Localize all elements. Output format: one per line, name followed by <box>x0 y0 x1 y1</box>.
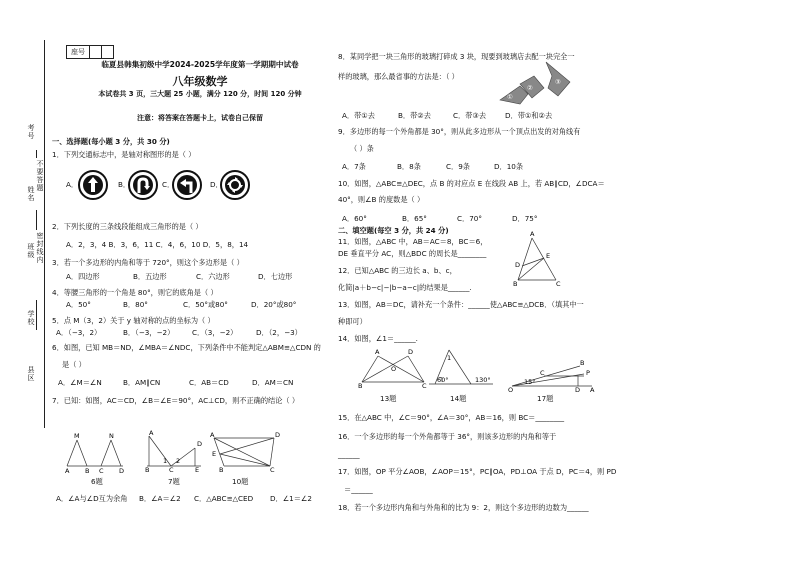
point-label: A <box>590 386 595 394</box>
point-label: B <box>85 467 90 475</box>
point-label: B <box>580 359 585 367</box>
q9-stem-cont: （ ）条 <box>350 144 374 153</box>
q15-stem: 15．在△ABC 中，∠C＝90°，∠A＝30°，AB＝16，则 BC＝________ <box>338 413 565 422</box>
q2-stem: 2．下列长度的三条线段能组成三角形的是（ ） <box>52 222 203 231</box>
point-label: E <box>195 466 200 474</box>
piece-label: ① <box>507 93 513 101</box>
left-turn-sign <box>172 170 202 200</box>
seat-cell <box>102 46 113 58</box>
q6-stem: 6．如图，已知 MB＝ND，∠MBA＝∠NDC，下列条件中不能判定△ABM≌△CDN 的 <box>52 343 321 352</box>
q17-line2: ＝______ <box>344 485 373 494</box>
angle-label: 130° <box>475 376 491 384</box>
q7-figure <box>145 429 205 474</box>
point-label: C <box>556 280 561 288</box>
q7-option-c: C．△ABC≌△CED <box>194 494 254 503</box>
q14-figure <box>429 346 495 388</box>
q7-option-a: A．∠A与∠D互为余角 <box>56 494 128 503</box>
point-label: B <box>513 280 518 288</box>
q3-option-b: B．五边形 <box>133 272 167 281</box>
point-label: B <box>219 466 224 474</box>
q14-fig-label: 14题 <box>450 394 467 403</box>
q1-stem: 1．下列交通标志中，是轴对称图形的是（ ） <box>52 150 196 159</box>
point-label: D <box>119 467 125 475</box>
q7-option-b: B．∠A＝∠2 <box>139 494 181 503</box>
q10-option-c: C．70° <box>457 214 482 223</box>
q8-stem: 8．某同学把一块三角形的玻璃打碎成 3 块，现要到玻璃店去配一块完全一 <box>338 52 575 61</box>
q11-line1: 11．如图，△ABC 中，AB＝AC＝8，BC＝6， <box>338 237 488 246</box>
q6-option-a: A．∠M＝∠N <box>58 378 102 387</box>
seat-cell <box>90 46 102 58</box>
school-label: 学校 <box>27 310 35 326</box>
point-label: M <box>74 432 80 440</box>
q5-option-d: D．（2，−3） <box>256 328 302 337</box>
exam-title: 临夏县韩集初级中学2024-2025学年度第一学期期中试卷 <box>101 60 299 69</box>
q5-option-a: A．（−3，2） <box>56 328 102 337</box>
point-label: A <box>65 467 70 475</box>
point-label: C <box>540 369 545 377</box>
q13-line1: 13．如图，AB＝DC，请补充一个条件：______使△ABC≌△DCB．（填其中一 <box>338 300 584 309</box>
blank-line <box>36 210 37 230</box>
q3-stem: 3．若一个多边形的内角和等于 720°，则这个多边形是（ ） <box>52 258 244 267</box>
q10-fig-label: 10题 <box>232 477 249 486</box>
q13-figure <box>358 348 430 388</box>
broken-glass-figure <box>498 58 578 108</box>
section1-title: 一、选择题(每小题 3 分，共 30 分) <box>52 137 170 146</box>
point-label: O <box>391 365 397 373</box>
point-label: O <box>508 386 514 394</box>
q5-option-b: B．（−3，−2） <box>123 328 175 337</box>
q13-line2: 种即可） <box>338 317 367 326</box>
seat-label: 座号 <box>67 46 90 58</box>
q16-line1: 16．一个多边形的每一个外角都等于 36°，则该多边形的内角和等于 <box>338 432 557 441</box>
point-label: D <box>275 431 281 439</box>
q3-option-d: D．七边形 <box>258 272 293 281</box>
q6-option-b: B．AM∥CN <box>123 378 161 387</box>
q10-stem: 10．如图，△ABC≌△DEC，点 B 的对应点 E 在线段 AB 上，若 AB∥CD，∠DCA＝ <box>338 179 605 188</box>
point-label: E <box>212 450 217 458</box>
point-label: B <box>145 466 150 474</box>
q13-fig-label: 13题 <box>380 394 397 403</box>
class-label: 班级 <box>27 243 35 259</box>
point-label: B <box>358 382 363 390</box>
q1-option-a: A． <box>66 180 79 189</box>
seal-label: 密封线内 <box>36 232 44 264</box>
q7-stem: 7．已知：如图，AC＝CD，∠B＝∠E＝90°，AC⊥CD，则不正确的结论（ ） <box>52 396 300 405</box>
subject-title: 八年级数学 <box>172 75 228 88</box>
u-turn-sign <box>128 170 158 200</box>
q10-option-a: A．60° <box>342 214 367 223</box>
q8-option-c: C．带③去 <box>453 111 487 120</box>
point-label: N <box>109 432 114 440</box>
q1-option-d: D． <box>210 180 223 189</box>
q4-option-a: A．50° <box>66 300 91 309</box>
q4-option-b: B．80° <box>123 300 148 309</box>
q4-stem: 4．等腰三角形的一个角是 80°，则它的底角是（ ） <box>52 288 218 297</box>
q6-fig-label: 6题 <box>91 477 103 486</box>
q9-option-c: C．9条 <box>446 162 470 171</box>
point-label: A <box>375 348 380 356</box>
point-label: E <box>546 252 551 260</box>
q12-line2: 化简|a＋b−c|−|b−a−c|的结果是______. <box>338 283 472 292</box>
q5-option-c: C．（3，−2） <box>192 328 238 337</box>
exam-info: 本试卷共 3 页，三大题 25 小题，满分 120 分，时间 120 分钟 <box>98 90 302 98</box>
q1-option-b: B． <box>118 180 131 189</box>
point-label: A <box>149 429 154 437</box>
angle-label: 60° <box>437 376 449 384</box>
q10-stem-cont: 40°，则∠B 的度数是（ ） <box>338 195 425 204</box>
q16-line2: ______ <box>338 450 360 459</box>
q9-option-d: D．10条 <box>494 162 524 171</box>
q10-option-b: B．65° <box>402 214 427 223</box>
angle-label: 2 <box>176 457 181 465</box>
piece-label: ③ <box>555 78 561 86</box>
angle-label: 15° <box>524 378 536 386</box>
blank-line <box>36 150 37 158</box>
q4-option-c: C．50°或80° <box>183 300 228 309</box>
q5-stem: 5．点 M（3，2）关于 y 轴对称的点的坐标为（ ） <box>52 316 215 325</box>
point-label: C <box>169 466 174 474</box>
point-label: C <box>270 466 275 474</box>
q8-option-d: D．带①和②去 <box>505 111 553 120</box>
q7-option-d: D．∠1＝∠2 <box>270 494 312 503</box>
point-label: D <box>197 440 203 448</box>
q10-figure <box>210 432 280 472</box>
q18-stem: 18．若一个多边形内角和与外角和的比为 9：2，则这个多边形的边数为______ <box>338 503 589 512</box>
exam-no-label: 考号 <box>27 124 35 140</box>
q9-option-a: A．7条 <box>342 162 366 171</box>
q8-option-b: B．带②去 <box>398 111 431 120</box>
point-label: P <box>586 369 590 377</box>
point-label: A <box>210 431 215 439</box>
q4-option-d: D．20°或80° <box>251 300 297 309</box>
point-label: A <box>530 230 535 238</box>
q6-option-c: C．AB＝CD <box>189 378 229 387</box>
q9-stem: 9．多边形的每一个外角都是 30°，则从此多边形从一个顶点出发的对角线有 <box>338 127 581 136</box>
q17-fig-label: 17题 <box>537 394 554 403</box>
name-label: 姓名 <box>27 186 35 202</box>
q8-option-a: A．带①去 <box>342 111 375 120</box>
county-label: 县区 <box>27 366 35 382</box>
point-label: C <box>422 382 427 390</box>
q6-option-d: D．AM＝CN <box>252 378 294 387</box>
section2-title: 二、填空题(每空 3 分，共 24 分) <box>338 226 449 235</box>
q12-line1: 12．已知△ABC 的三边长 a、b、c， <box>338 266 457 275</box>
point-label: D <box>515 261 521 269</box>
q3-option-a: A．四边形 <box>66 272 100 281</box>
q14-stem: 14．如图，∠1＝______. <box>338 334 418 343</box>
piece-label: ② <box>527 84 533 92</box>
q17-line1: 17．如图，OP 平分∠AOB，∠AOP＝15°，PC∥OA，PD⊥OA 于点 D，PC＝4，则 PD <box>338 467 617 476</box>
binding-line <box>44 40 45 428</box>
q2-options: A．2，3，4 B．3，6，11 C．4，6，10 D．5，8，14 <box>66 240 249 249</box>
blank-line <box>36 300 37 330</box>
q17-figure <box>508 359 598 394</box>
point-label: C <box>99 467 104 475</box>
q9-option-b: B．8条 <box>397 162 421 171</box>
q3-option-c: C．六边形 <box>196 272 230 281</box>
q8-stem-cont: 样的玻璃，那么最省事的方法是：（ ） <box>338 72 459 81</box>
up-arrow-sign <box>78 170 108 200</box>
point-label: D <box>575 386 581 394</box>
angle-label: 1 <box>163 457 168 465</box>
point-label: D <box>408 348 414 356</box>
q11-figure <box>512 232 562 287</box>
roundabout-sign <box>220 170 250 200</box>
seat-number-box <box>66 45 114 59</box>
no-answer-label: 不要答题 <box>36 160 44 192</box>
exam-notice: 注意：将答案在答题卡上，试卷自己保留 <box>137 114 263 122</box>
q10-option-d: D．75° <box>512 214 538 223</box>
q1-option-c: C． <box>162 180 175 189</box>
q11-line2: DE 垂直平分 AC，则△BDC 的周长是________ <box>338 249 487 258</box>
q6-stem-cont: 是（ ） <box>62 360 86 369</box>
q6-figure <box>65 434 125 474</box>
q7-fig-label: 7题 <box>168 477 180 486</box>
angle-label: 1 <box>447 354 452 362</box>
